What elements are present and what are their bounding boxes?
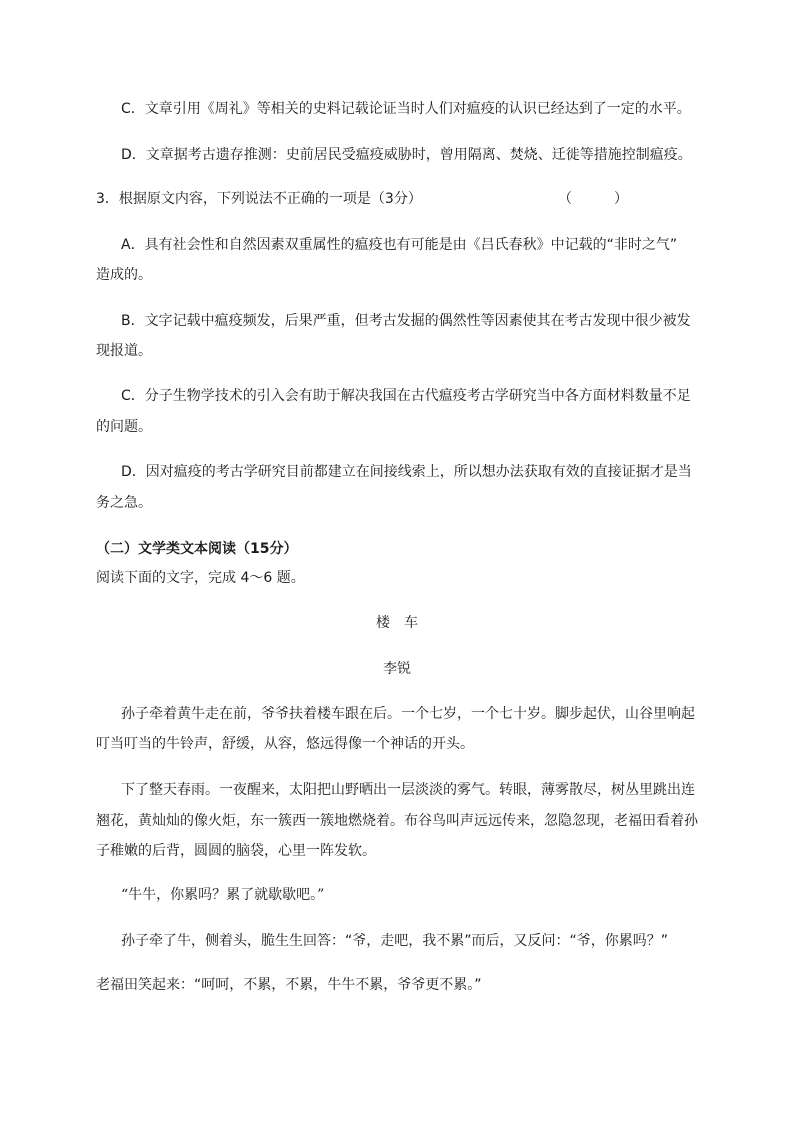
paragraph-2-line3: 子稚嫩的后背，圆圆的脑袋，心里一阵发软。 — [96, 843, 376, 859]
story-title: 楼 车 — [376, 615, 418, 631]
section-heading: （二）文学类文本阅读（15分） — [96, 541, 298, 557]
q3-option-b-line2: 现报道。 — [96, 343, 152, 359]
q3-option-d-line1: D．因对瘟疫的考古学研究目前都建立在间接线索上，所以想办法获取有效的直接证据才是当 — [121, 464, 692, 480]
q2-option-c: C．文章引用《周礼》等相关的史料记载论证当时人们对瘟疫的认识已经达到了一定的水平。 — [121, 101, 691, 117]
q3-option-c-line1: C．分子生物学技术的引入会有助于解决我国在古代瘟疫考古学研究当中各方面材料数量不足 — [121, 388, 691, 404]
q3-option-c-line2: 的问题。 — [96, 419, 152, 435]
q3-option-d-line2: 务之急。 — [96, 495, 152, 511]
story-author: 李锐 — [383, 661, 411, 677]
paragraph-1-line1: 孙子牵着黄牛走在前，爷爷扶着楼车跟在后。一个七岁，一个七十岁。脚步起伏，山谷里响起 — [121, 706, 695, 722]
paragraph-2-line1: 下了整天春雨。一夜醒来，太阳把山野晒出一层淡淡的雾气。转眼，薄雾散尽，树丛里跳出连 — [121, 782, 695, 798]
paragraph-5: 老福田笑起来：“呵呵，不累，不累，牛牛不累，爷爷更不累。” — [96, 977, 482, 993]
q3-stem: 3．根据原文内容，下列说法不正确的一项是（3分） — [96, 191, 422, 207]
paragraph-2-line2: 翘花，黄灿灿的像火炬，东一簇西一簇地燃烧着。布谷鸟叫声远远传来，忽隐忽现，老福田看着孙 — [96, 813, 698, 829]
q2-option-d: D．文章据考古遗存推测：史前居民受瘟疫威胁时，曾用隔离、焚烧、迁徙等措施控制瘟疫。 — [121, 147, 692, 163]
q3-option-a-line1: A．具有社会性和自然因素双重属性的瘟疫也有可能是由《吕氏春秋》中记载的“非时之气” — [121, 237, 678, 253]
q3-option-b-line1: B．文字记载中瘟疫频发，后果严重，但考古发掘的偶然性等因素使其在考古发现中很少被发 — [121, 313, 691, 329]
q3-answer-paren: （ ） — [558, 191, 628, 207]
paragraph-4: 孙子牵了牛，侧着头，脆生生回答：“爷，走吧，我不累”而后，又反问：“爷，你累吗？” — [121, 933, 669, 949]
paragraph-3: “牛牛，你累吗？累了就歇歇吧。” — [121, 887, 325, 903]
paragraph-1-line2: 叮当叮当的牛铃声，舒缓，从容，悠远得像一个神话的开头。 — [96, 736, 474, 752]
q3-option-a-line2: 造成的。 — [96, 267, 152, 283]
section-instruction: 阅读下面的文字，完成 4～6 题。 — [96, 570, 305, 586]
